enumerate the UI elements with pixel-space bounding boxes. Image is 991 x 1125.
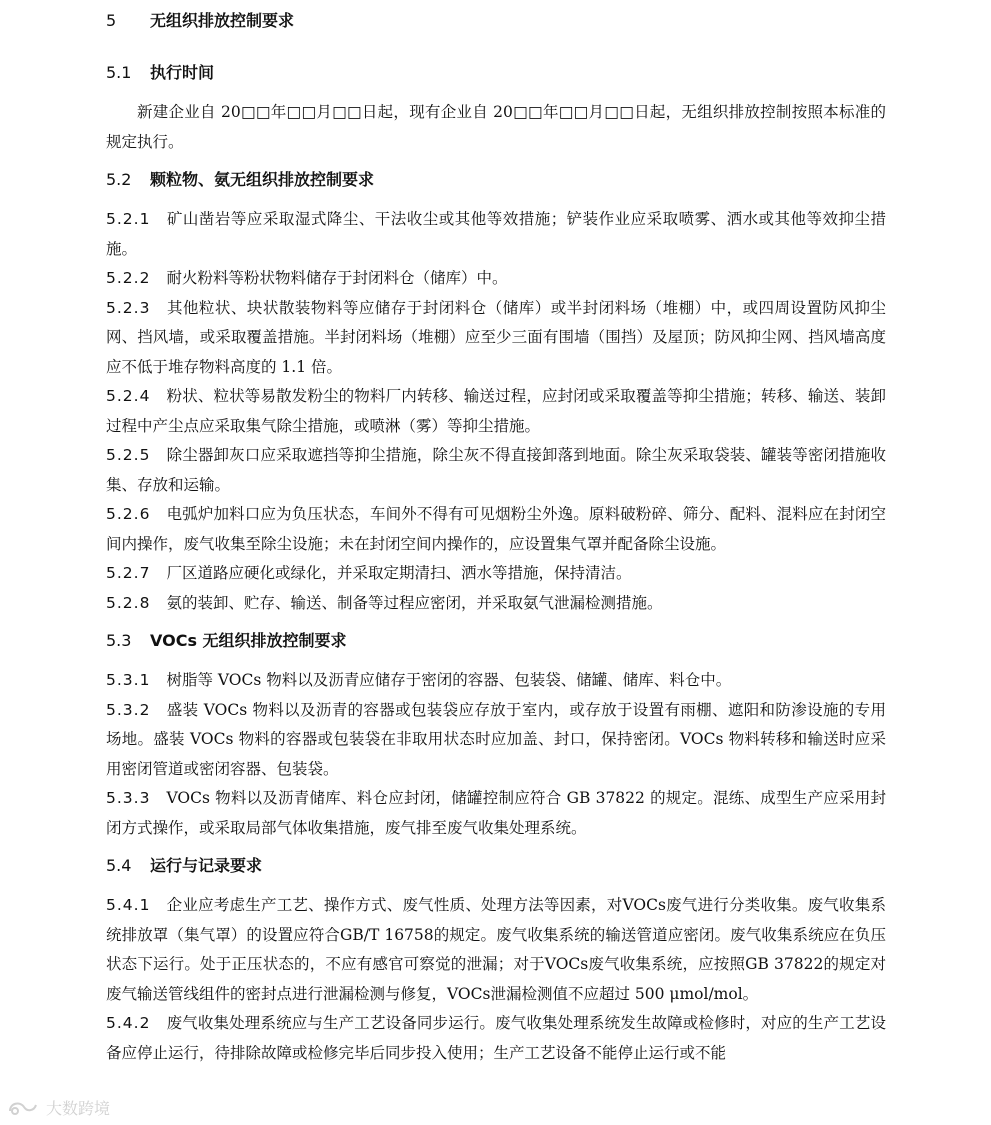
section-5-2-heading xyxy=(106,167,886,193)
clause-text: 矿山凿岩等应采取湿式降尘、干法收尘或其他等效措施；铲装作业应采取喷雾、洒水或其他等效抑尘措施。 xyxy=(106,210,886,258)
clause-text: 盛装 VOCs 物料以及沥青的容器或包装袋应存放于室内，或存放于设置有雨棚、遮阳和防渗设施的专用场地。盛装 VOCs 物料的容器或包装袋在非取用状态时应加盖、封口，保持密闭。VOCs 物料转移和输送时应采用密闭管道或密闭容器、包装袋。 xyxy=(106,700,886,778)
clause-5-2-6 xyxy=(106,500,886,559)
clause-text: 厂区道路应硬化或绿化，并采取定期清扫、洒水等措施，保持清洁。 xyxy=(166,564,632,582)
watermark-text: 大数跨境 xyxy=(46,1099,111,1118)
clause-text: 其他粒状、块状散装物料等应储存于封闭料仓（储库）或半封闭料场（堆棚）中，或四周设置防风抑尘网、挡风墙，或采取覆盖措施。半封闭料场（堆棚）应至少三面有围墙（围挡）及屋顶；防风抑尘网、挡风墙高度应不低于堆存物料高度的 1.1 倍。 xyxy=(106,298,886,376)
section-title: 运行与记录要求 xyxy=(150,856,263,875)
clause-5-3-2 xyxy=(106,696,886,785)
clause-5-2-8 xyxy=(106,589,886,619)
document-body xyxy=(106,8,886,1068)
clause-text: 废气收集处理系统应与生产工艺设备同步运行。废气收集处理系统发生故障或检修时，对应的生产工艺设备应停止运行，待排除故障或检修完毕后同步投入使用；生产工艺设备不能停止运行或不能 xyxy=(106,1014,886,1062)
section-5-heading xyxy=(106,8,886,34)
section-title: 无组织排放控制要求 xyxy=(150,11,295,30)
clause-text: VOCs 物料以及沥青储库、料仓应封闭，储罐控制应符合 GB 37822 的规定。混练、成型生产应采用封闭方式操作，或采取局部气体收集措施，废气排至废气收集处理系统。 xyxy=(106,789,886,837)
section-title: 颗粒物、氨无组织排放控制要求 xyxy=(150,170,375,189)
clause-number: 5.4.1 xyxy=(106,896,151,914)
clause-number: 5.2.6 xyxy=(106,505,151,523)
clause-number: 5.2.3 xyxy=(106,298,151,317)
clause-number: 5.3.3 xyxy=(106,789,151,807)
clause-5-2-4 xyxy=(106,382,886,441)
clause-5-2-5 xyxy=(106,441,886,500)
section-number: 5 xyxy=(106,11,117,30)
section-number: 5.2 xyxy=(106,170,132,189)
clause-number: 5.3.1 xyxy=(106,671,151,689)
clause-number: 5.2.4 xyxy=(106,387,151,405)
watermark xyxy=(6,1096,110,1119)
clause-text: 氨的装卸、贮存、输送、制备等过程应密闭，并采取氨气泄漏检测措施。 xyxy=(166,593,663,612)
section-5-1-paragraph: 新建企业自 20□□年□□月□□日起，现有企业自 20□□年□□月□□日起，无组织排放控制按照本标准的规定执行。 xyxy=(106,103,886,151)
clause-5-2-1 xyxy=(106,205,886,264)
clause-text: 企业应考虑生产工艺、操作方式、废气性质、处理方法等因素，对VOCs废气进行分类收集。废气收集系统排放罩（集气罩）的设置应符合GB/T 16758的规定。废气收集系统的输送管道应密闭。废气收集系统应在负压状态下运行。处于正压状态的，不应有感官可察觉的泄漏；对于VOCs废气收集系统，应按照GB 37822的规定对废气输送管线组件的密封点进行泄漏检测与修复，VOCs泄漏检测值不应超过 500 μmol/mol。 xyxy=(106,896,886,1003)
clause-text: 树脂等 VOCs 物料以及沥青应储存于密闭的容器、包装袋、储罐、储库、料仓中。 xyxy=(166,671,732,689)
section-5-4-heading xyxy=(106,853,886,879)
section-number: 5.1 xyxy=(106,63,132,82)
clause-5-4-2 xyxy=(106,1009,886,1068)
clause-number: 5.3.2 xyxy=(106,700,151,719)
clause-text: 电弧炉加料口应为负压状态，车间外不得有可见烟粉尘外逸。原料破粉碎、筛分、配料、混料应在封闭空间内操作，废气收集至除尘设施；未在封闭空间内操作的，应设置集气罩并配备除尘设施。 xyxy=(106,505,886,553)
section-5-3-heading xyxy=(106,628,886,654)
clause-5-2-7 xyxy=(106,559,886,589)
clause-5-4-1 xyxy=(106,891,886,1009)
clause-text: 耐火粉料等粉状物料储存于封闭料仓（储库）中。 xyxy=(166,269,508,287)
clause-5-2-2 xyxy=(106,264,886,294)
clause-number: 5.2.7 xyxy=(106,564,151,582)
section-number: 5.4 xyxy=(106,856,132,875)
section-title: VOCs 无组织排放控制要求 xyxy=(150,631,347,650)
clause-number: 5.2.8 xyxy=(106,593,151,612)
clause-5-2-3 xyxy=(106,294,886,383)
clause-number: 5.2.1 xyxy=(106,210,151,228)
logo-swirl-icon xyxy=(6,1097,40,1119)
section-number: 5.3 xyxy=(106,631,132,650)
clause-text: 粉状、粒状等易散发粉尘的物料厂内转移、输送过程，应封闭或采取覆盖等抑尘措施；转移、输送、装卸过程中产尘点应采取集气除尘措施，或喷淋（雾）等抑尘措施。 xyxy=(106,387,886,435)
clause-number: 5.2.5 xyxy=(106,446,151,464)
section-5-1-heading xyxy=(106,60,886,86)
clause-number: 5.4.2 xyxy=(106,1014,151,1032)
clause-5-3-1 xyxy=(106,666,886,696)
clause-text: 除尘器卸灰口应采取遮挡等抑尘措施，除尘灰不得直接卸落到地面。除尘灰采取袋装、罐装等密闭措施收集、存放和运输。 xyxy=(106,446,886,494)
clause-number: 5.2.2 xyxy=(106,269,151,287)
clause-5-3-3 xyxy=(106,784,886,843)
section-title: 执行时间 xyxy=(150,63,215,82)
